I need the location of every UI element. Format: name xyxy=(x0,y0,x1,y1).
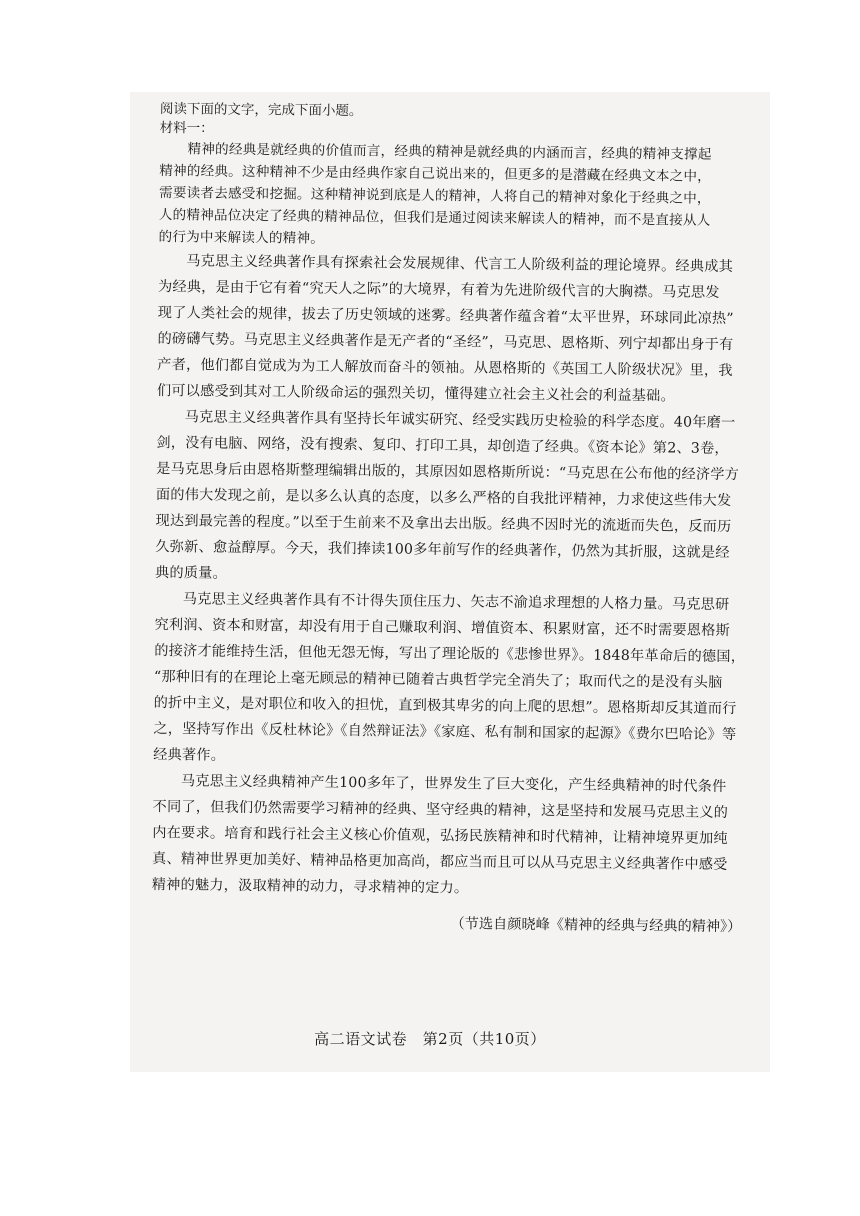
text-line: 面的伟大发现之前，是以多么认真的态度，以多么严格的自我批评精神，力求使这些伟大发 xyxy=(155,486,732,510)
text-line: 的折中主义，是对职位和收入的担忧，直到极其卑劣的向上爬的思想”。恩格斯却反其道而行 xyxy=(153,694,737,718)
text-line: 究利润、资本和财富，却没有用于自己赚取利润、增值资本、积累财富，还不时需要恩格斯 xyxy=(154,616,731,639)
source-citation: （节选自颜晓峰《精神的经典与经典的精神》） xyxy=(450,916,742,936)
text-line: 不同了，但我们仍然需要学习精神的经典、坚守经典的精神，这是坚持和发展马克思主义的 xyxy=(152,798,729,821)
material-label: 材料一： xyxy=(159,119,214,137)
text-line: 的磅礴气势。马克思主义经典著作是无产者的“圣经”，马克思、恩格斯、列宁却都出身于有 xyxy=(157,330,734,354)
paragraph xyxy=(157,248,789,411)
text-line: 需要读者去感受和挖掘。这种精神说到底是人的精神，人将自己的精神对象化于经典之中， xyxy=(158,184,711,207)
text-line: 现了人类社会的规律，拔去了历史领域的迷雾。经典著作蕴含着“太平世界，环球同此凉热” xyxy=(157,304,734,328)
text-line: 是马克思身后由恩格斯整理编辑出版的，其原因如恩格斯所说：“马克思在公布他的经济学方 xyxy=(156,460,740,484)
paragraph xyxy=(152,768,783,905)
page-footer: 高二语文试卷 第2页（共10页） xyxy=(314,1030,546,1048)
article-body xyxy=(151,100,790,937)
text-line: 产者，他们都自觉成为为工人解放而奋斗的领袖。从恩格斯的《英国工人阶级状况》里，我 xyxy=(157,356,733,380)
text-line: 马克思主义经典著作具有探索社会发展规律、代言工人阶级利益的理论境界。经典成其 xyxy=(186,253,734,276)
text-line: 们可以感受到其对工人阶级命运的强烈关切，懂得建立社会主义社会的利益基础。 xyxy=(156,382,675,405)
paragraph xyxy=(158,138,789,255)
text-line: 真、精神世界更加美好、精神品格更加高尚，都应当而且可以从马克思主义经典著作中感受 xyxy=(151,850,728,873)
text-line: 久弥新、愈益醇厚。今天，我们捧读100多年前写作的经典著作，仍然为其折服，这就是经 xyxy=(155,538,730,561)
text-line: 的行为中来解读人的精神。 xyxy=(158,228,325,247)
text-line: 经典著作。 xyxy=(153,746,226,764)
text-line: 精神的经典是就经典的价值而言，经典的精神是就经典的内涵而言，经典的精神支撑起 xyxy=(187,141,712,163)
text-line: “那种旧有的在理论上毫无顾忌的精神已随着古典哲学完全消失了；取而代之的是没有头脑 xyxy=(153,668,723,691)
text-line: 之，坚持写作出《反杜林论》《自然辩证法》《家庭、私有制和国家的起源》《费尔巴哈论》等 xyxy=(153,720,737,744)
text-line: 典的质量。 xyxy=(154,564,228,582)
paragraph xyxy=(153,586,785,775)
text-line: 精神的魅力，汲取精神的动力，寻求精神的定力。 xyxy=(151,876,469,897)
text-line: 马克思主义经典精神产生100多年了，世界发生了巨大变化，产生经典精神的时代条件 xyxy=(180,773,727,795)
text-line: 马克思主义经典著作具有不计得失顶住压力、矢志不渝追求理想的人格力量。马克思研 xyxy=(182,591,730,613)
text-line: 精神的经典。这种精神不少是由经典作家自己说出来的，但更多的是潜藏在经典文本之中， xyxy=(159,162,712,185)
text-line: 马克思主义经典著作具有坚持长年诚实研究、经受实践历史检验的科学态度。40年磨一 xyxy=(184,409,736,432)
instruction-text: 阅读下面的文字，完成下面小题。 xyxy=(159,100,363,120)
paragraph xyxy=(155,404,787,593)
paragraph-list xyxy=(152,138,790,905)
text-line: 的接济才能维持生活，但他无怨无悔，写出了理论版的《悲惨世界》。1848年革命后的德国， xyxy=(154,642,746,666)
text-line: 内在要求。培育和践行社会主义核心价值观，弘扬民族精神和时代精神，让精神境界更加纯 xyxy=(152,824,728,847)
text-line: 现达到最完善的程度。”以至于生前来不及拿出去出版。经典不因时光的流逝而失色，反而历 xyxy=(155,512,732,536)
text-line: 剑，没有电脑、网络，没有搜索、复印、打印工具，却创造了经典。《资本论》第2、3卷， xyxy=(156,434,729,457)
text-line: 人的精神品位决定了经典的精神品位，但我们是通过阅读来解读人的精神，而不是直接从人 xyxy=(158,206,711,229)
text-line: 为经典，是由于它有着“究天人之际”的大境界，有着为先进阶级代言的大胸襟。马克思发 xyxy=(157,278,720,301)
